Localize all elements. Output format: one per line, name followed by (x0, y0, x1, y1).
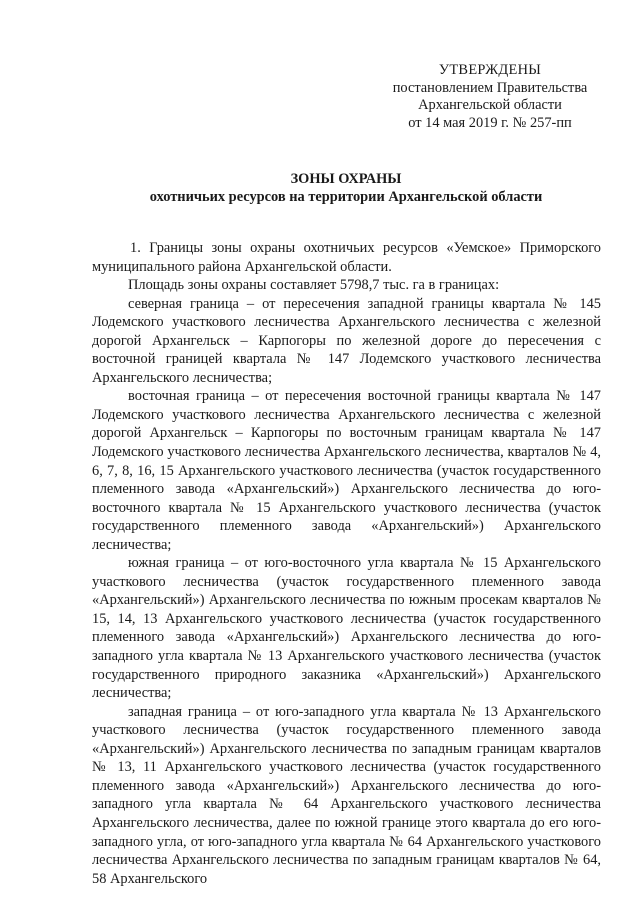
area-paragraph: Площадь зоны охраны составляет 5798,7 тыс. га в границах: (128, 277, 500, 294)
north-border-paragraph: северная граница – от пересечения западной границы квартала № 145 Лодемского участкового лесничества Архангельского лесничества с железной дорогой Архангельск – Карпогоры по железной дороге до пересечения с восточной границей квартала № 147 Лодемского участкового лесничества Архангельского лесничества; (92, 295, 601, 386)
document-heading (92, 170, 600, 206)
approval-line-region: Архангельской области (418, 97, 562, 113)
approval-line-resolution: постановлением Правительства (392, 79, 588, 96)
approval-title: УТВЕРЖДЕНЫ (438, 62, 542, 78)
east-border-paragraph: восточная граница – от пересечения восточной границы квартала № 147 Лодемского участкового лесничества Архангельского лесничества с железной дорогой Архангельск – Карпогоры по восточным границам квартала № 147 Лодемского участкового лесничества Архангельского лесничества, кварталов № 4, 6, 7, 8, 16, 15 Архангельского участкового лесничества (участок государственного племенного завода «Архангельский») Архангельского лесничества до юго-восточного квартала № 15 Архангельского участкового лесничества (участок государственного племенного завода «Архангельский») Архангельского лесничества; (92, 388, 601, 553)
approval-stamp (380, 62, 600, 132)
document-body (92, 239, 601, 888)
west-border-paragraph: западная граница – от юго-западного угла квартала № 13 Архангельского участкового лесничества (участок государственного племенного завода «Архангельский») Архангельского лесничества по западным границам кварталов № 13, 11 Архангельского участкового лесничества (участок государственного племенного завода «Архангельский») Архангельского лесничества до юго-западного угла квартала № 64 Архангельского участкового лесничества Архангельского лесничества, далее по южной границе этого квартала до его юго-западного угла, от юго-западного угла квартала № 64 Архангельского участкового лесничества Архангельского лесничества по западным границам кварталов № 64, 58 Архангельского (92, 703, 601, 887)
item-heading-paragraph: 1. Границы зоны охраны охотничьих ресурсов «Уемское» Приморского муниципального района Архангельской области. (92, 240, 601, 275)
south-border-paragraph: южная граница – от юго-восточного угла квартала № 15 Архангельского участкового лесничества (участок государственного племенного завода «Архангельский») Архангельского лесничества по южным просекам кварталов № 15, 14, 13 Архангельского участкового лесничества (участок государственного племенного завода «Архангельский») Архангельского лесничества до юго-западного угла квартала № 13 Архангельского участкового лесничества (участок государственного природного заказника «Архангельский») Архангельского лесничества; (92, 555, 601, 702)
document-title: ЗОНЫ ОХРАНЫ (290, 171, 402, 187)
document-subtitle: охотничьих ресурсов на территории Архангельской области (149, 189, 543, 205)
approval-line-date: от 14 мая 2019 г. № 257-пп (408, 114, 572, 131)
